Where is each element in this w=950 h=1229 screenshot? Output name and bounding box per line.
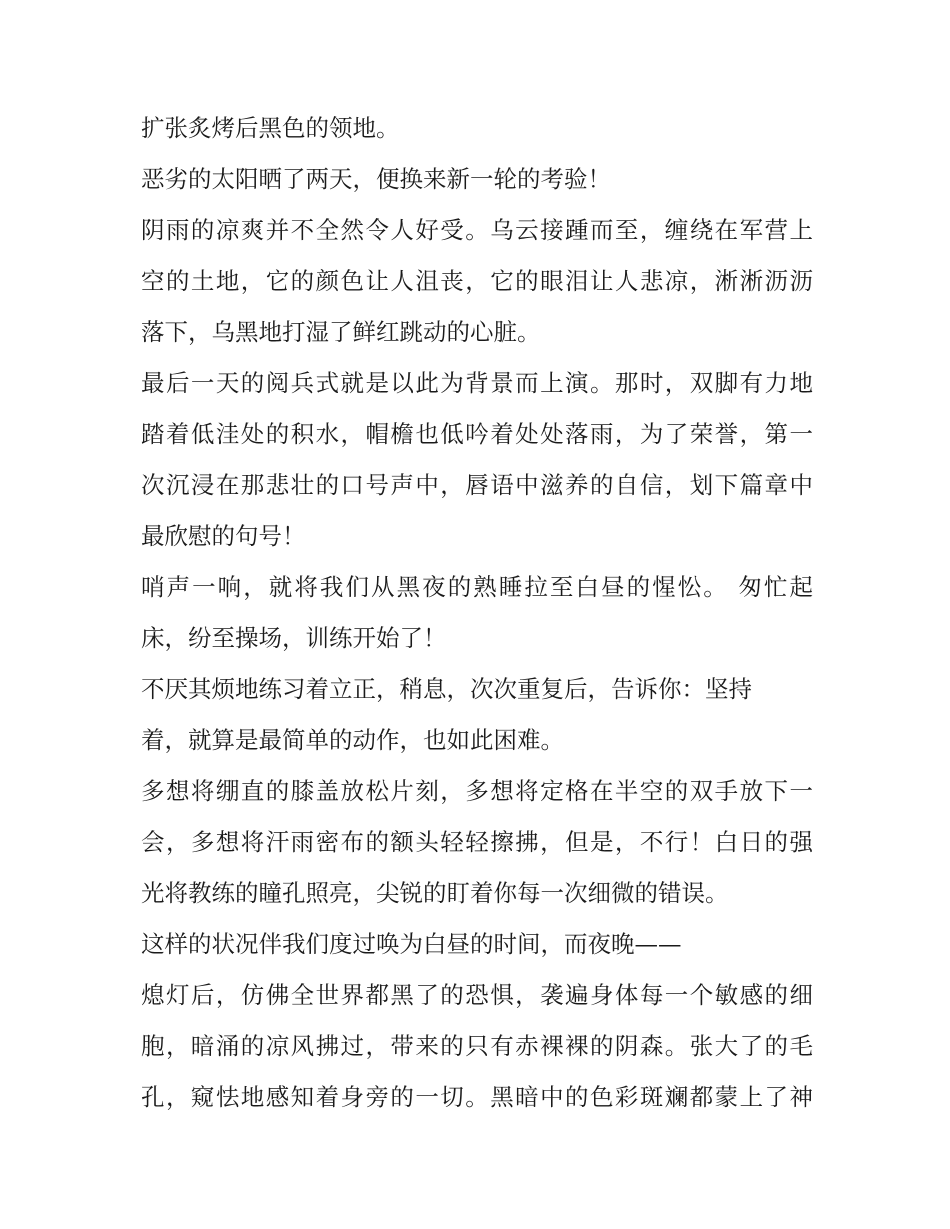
text-line: 孔，窥怯地感知着身旁的一切。黑暗中的色彩斑斓都蒙上了神 [141, 1083, 813, 1111]
text-line: 空的土地，它的颜色让人沮丧，它的眼泪让人悲凉，淅淅沥沥 [141, 267, 813, 295]
document-page [141, 103, 813, 1123]
text-line: 最后一天的阅兵式就是以此为背景而上演。那时，双脚有力地 [141, 369, 813, 397]
text-line: 不厌其烦地练习着立正，稍息，次次重复后，告诉你：坚持 [141, 675, 752, 703]
text-line: 落下，乌黑地打湿了鲜红跳动的心脏。 [141, 318, 541, 346]
text-line: 这样的状况伴我们度过唤为白昼的时间，而夜晚—— [141, 930, 682, 958]
text-line: 恶劣的太阳晒了两天，便换来新一轮的考验！ [141, 165, 611, 193]
text-line: 床，纷至操场，训练开始了！ [141, 624, 447, 652]
text-line: 哨声一响，就将我们从黑夜的熟睡拉至白昼的惺忪。 匆忙起 [141, 573, 813, 601]
text-line: 熄灯后，仿佛全世界都黑了的恐惧，袭遍身体每一个敏感的细 [141, 981, 813, 1009]
text-line: 踏着低洼处的积水，帽檐也低吟着处处落雨，为了荣誉，第一 [141, 420, 813, 448]
text-line: 会，多想将汗雨密布的额头轻轻擦拂，但是，不行！白日的强 [141, 828, 813, 856]
text-line: 最欣慰的句号！ [141, 522, 306, 550]
text-line: 次沉浸在那悲壮的口号声中，唇语中滋养的自信，划下篇章中 [141, 471, 813, 499]
text-line: 扩张炙烤后黑色的领地。 [141, 114, 400, 142]
text-line: 多想将绷直的膝盖放松片刻，多想将定格在半空的双手放下一 [141, 777, 813, 805]
text-line: 光将教练的瞳孔照亮，尖锐的盯着你每一次细微的错误。 [141, 879, 729, 907]
text-line: 阴雨的凉爽并不全然令人好受。乌云接踵而至，缠绕在军营上 [141, 216, 813, 244]
text-line: 着，就算是最简单的动作，也如此困难。 [141, 726, 564, 754]
text-line: 胞，暗涌的凉风拂过，带来的只有赤裸裸的阴森。张大了的毛 [141, 1032, 813, 1060]
